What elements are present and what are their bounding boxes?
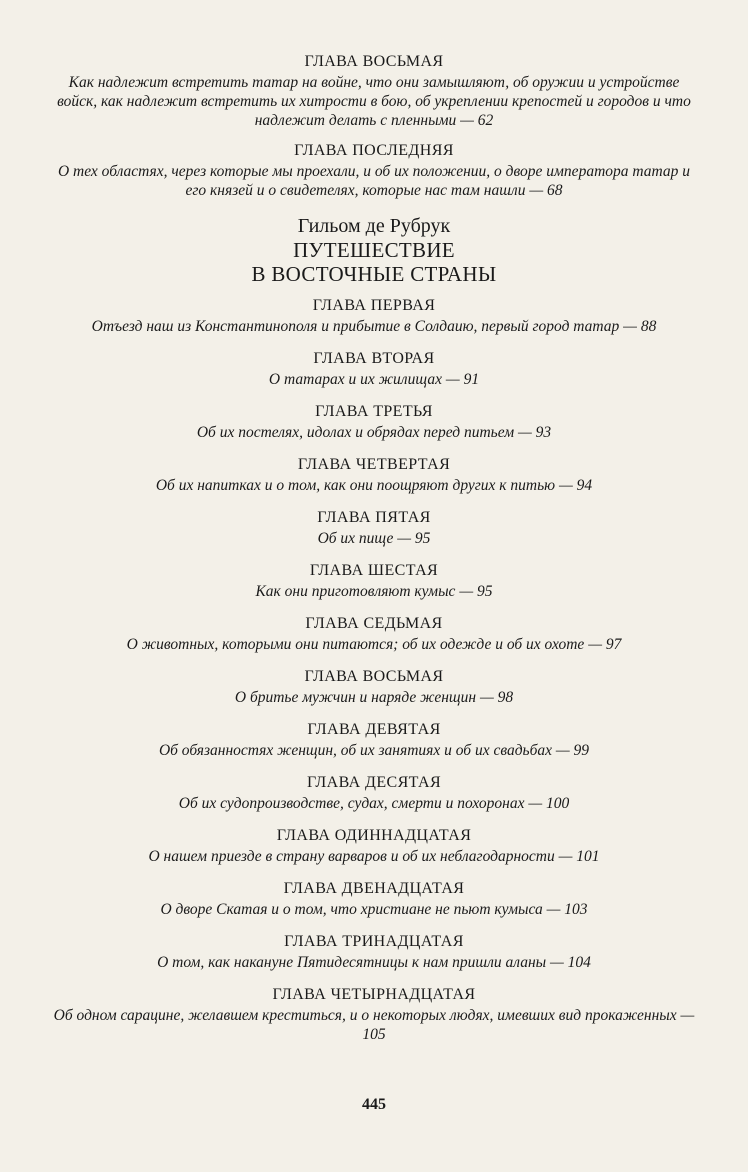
chapter-description: О бритье мужчин и наряде женщин — 98 [234,689,514,706]
chapter-description: Об их напитках и о том, как они поощряют других к питью — 94 [155,477,593,494]
toc-entry [40,508,708,548]
chapter-title: ГЛАВА ПЯТАЯ [317,509,431,526]
chapter-title: ГЛАВА ТРЕТЬЯ [315,403,433,420]
toc-entry [40,667,708,707]
chapter-description: О тех областях, через которые мы проехали, и об их положении, о дворе императора татар и его князей и о свидетелях, которые нас там нашли — 68 [57,163,691,199]
book-heading [40,214,708,286]
toc-entry [40,296,708,336]
toc-entry [40,455,708,495]
chapter-title: ГЛАВА ПОСЛЕДНЯЯ [294,142,454,159]
chapter-title: ГЛАВА ДЕВЯТАЯ [307,721,441,738]
chapter-title: ГЛАВА ВТОРАЯ [313,350,435,367]
chapter-title: ГЛАВА ТРИНАДЦАТАЯ [284,933,464,950]
toc-entry [40,402,708,442]
chapter-description: О нашем приезде в страну варваров и об их неблагодарности — 101 [148,848,600,865]
book-title-line-1: ПУТЕШЕСТВИЕ [293,238,455,262]
chapter-list [40,296,708,1044]
chapter-description: О том, как накануне Пятидесятницы к нам пришли аланы — 104 [157,954,591,971]
chapter-description: Как надлежит встретить татар на войне, что они замышляют, об оружии и устройстве войск, как надлежит встретить их хитрости в бою, об укреплении крепостей и городов и что надлежит делать с пленными — 62 [57,74,691,129]
chapter-title: ГЛАВА ВОСЬМАЯ [304,53,444,70]
toc-entry [40,141,708,200]
toc-entry [40,349,708,389]
chapter-description: Отъезд наш из Константинополя и прибытие в Солдаию, первый город татар — 88 [91,318,657,335]
chapter-title: ГЛАВА ОДИННАДЦАТАЯ [276,827,472,844]
chapter-title: ГЛАВА ВОСЬМАЯ [304,668,444,685]
book-title-line-2: В ВОСТОЧНЫЕ СТРАНЫ [251,262,497,286]
chapter-description: Об их судопроизводстве, судах, смерти и похоронах — 100 [178,795,570,812]
chapter-title: ГЛАВА ДВЕНАДЦАТАЯ [283,880,465,897]
toc-entry [40,561,708,601]
chapter-title: ГЛАВА СЕДЬМАЯ [305,615,443,632]
chapter-description: Об их пище — 95 [317,530,431,547]
chapter-title: ГЛАВА ДЕСЯТАЯ [306,774,442,791]
chapter-description: Об их постелях, идолах и обрядах перед питьем — 93 [196,424,552,441]
chapter-description: Об обязанностях женщин, об их занятиях и об их свадьбах — 99 [158,742,590,759]
chapter-description: О животных, которыми они питаются; об их одежде и об их охоте — 97 [126,636,622,653]
toc-entry [40,826,708,866]
toc-entry [40,985,708,1044]
chapter-description: Как они приготовляют кумыс — 95 [255,583,493,600]
chapter-title: ГЛАВА ЧЕТВЕРТАЯ [297,456,451,473]
chapter-title: ГЛАВА ШЕСТАЯ [309,562,439,579]
toc-entry [40,879,708,919]
toc-entry [40,614,708,654]
chapter-description: О татарах и их жилищах — 91 [268,371,480,388]
book-author: Гильом де Рубрук [297,215,451,237]
chapter-title: ГЛАВА ЧЕТЫРНАДЦАТАЯ [272,986,476,1003]
toc-entry [40,52,708,130]
toc-entry [40,720,708,760]
table-of-contents-page [40,52,708,1044]
chapter-description: О дворе Скатая и о том, что христиане не пьют кумыса — 103 [160,901,588,918]
toc-entry [40,773,708,813]
chapter-title: ГЛАВА ПЕРВАЯ [312,297,436,314]
toc-entry [40,932,708,972]
page-number: 445 [362,1096,386,1113]
chapter-description: Об одном сарацине, желавшем креститься, и о некоторых людях, имевших вид прокаженных — 105 [53,1007,695,1043]
